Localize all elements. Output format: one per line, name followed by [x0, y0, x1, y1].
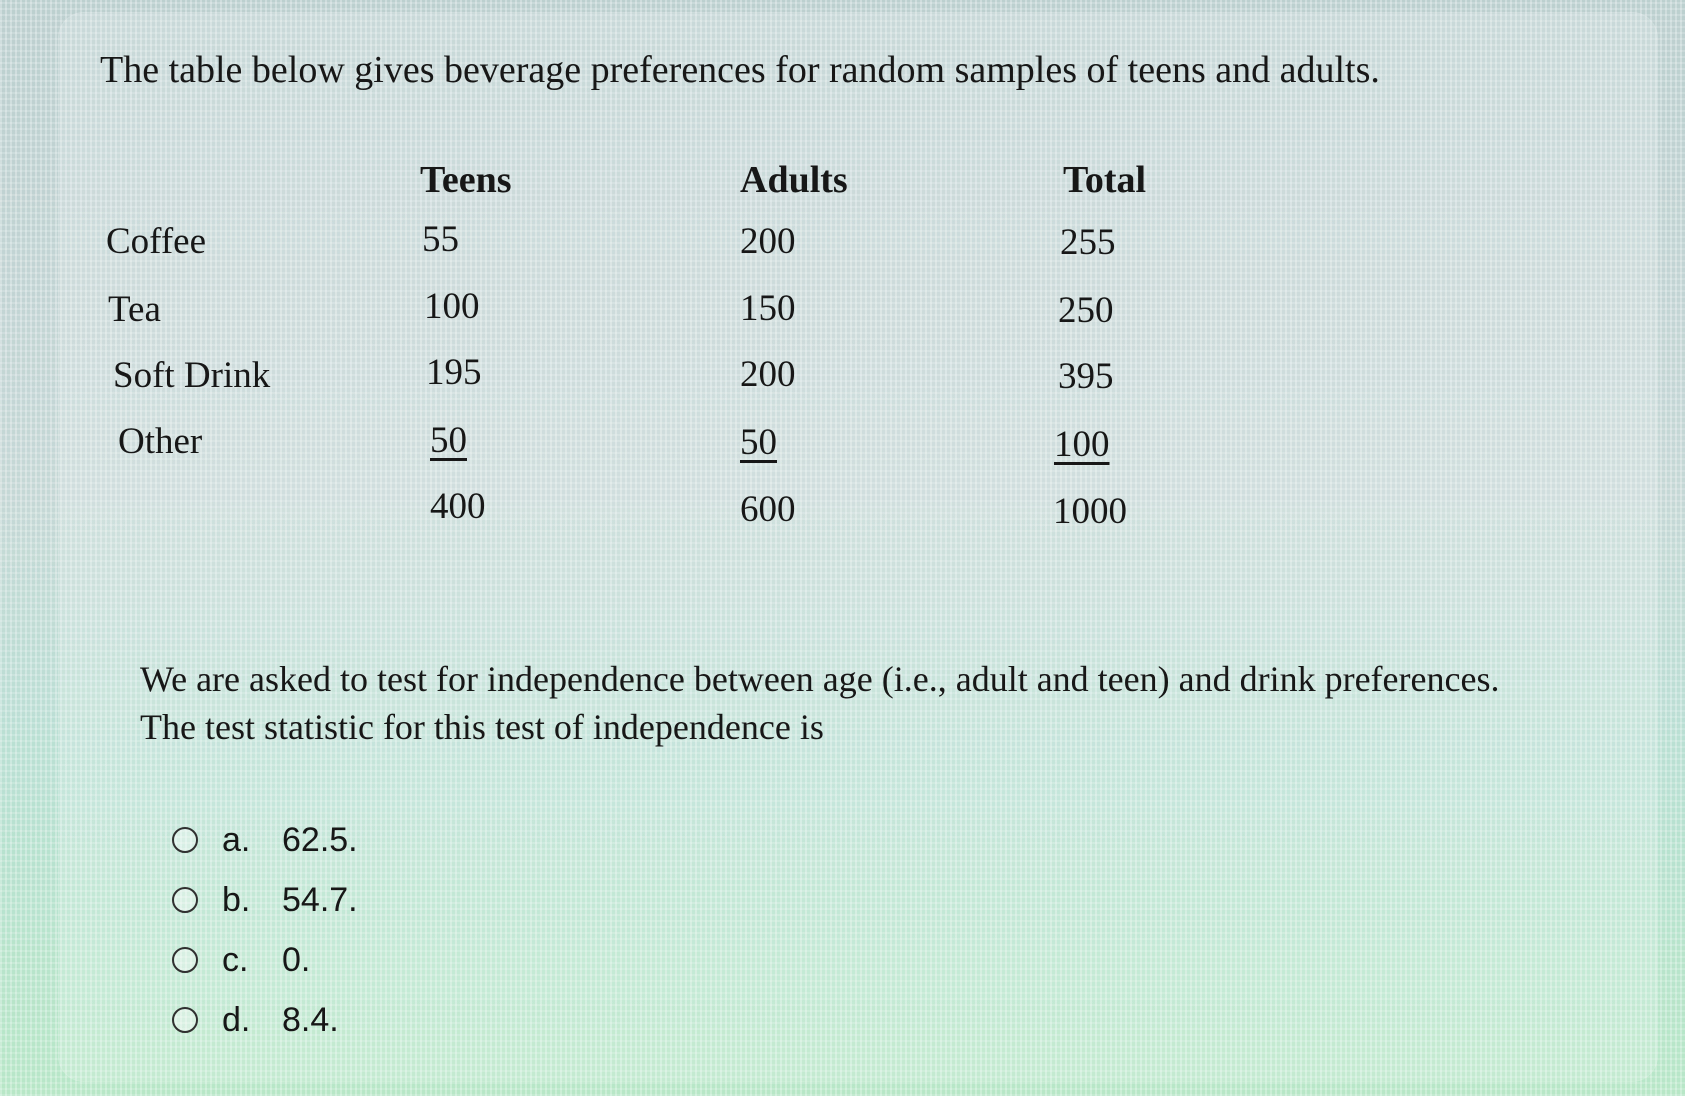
row-label-soft-drink: Soft Drink — [113, 355, 271, 396]
choice-letter-d: d. — [222, 1000, 251, 1039]
row-label-other: Other — [118, 421, 203, 462]
cell-other-total: 100 — [1054, 424, 1110, 465]
radio-button-icon[interactable] — [172, 947, 198, 973]
choice-value-b: 54.7. — [282, 880, 358, 919]
column-total-teens: 400 — [430, 486, 486, 527]
cell-other-adults: 50 — [740, 422, 777, 463]
answer-choice-a[interactable] — [172, 810, 358, 870]
cell-coffee-total: 255 — [1060, 222, 1116, 263]
row-label-coffee: Coffee — [106, 221, 206, 262]
table-header-teens: Teens — [420, 159, 512, 201]
cell-coffee-teens: 55 — [422, 219, 459, 260]
cell-soft-drink-teens: 195 — [426, 352, 482, 393]
radio-button-icon[interactable] — [172, 827, 198, 853]
answer-choice-c[interactable] — [172, 930, 358, 990]
table-header-adults: Adults — [740, 159, 848, 201]
choice-letter-c: c. — [222, 940, 249, 979]
choice-value-d: 8.4. — [282, 1000, 339, 1039]
grand-total: 1000 — [1053, 491, 1127, 532]
cell-soft-drink-total: 395 — [1058, 356, 1114, 397]
choice-letter-b: b. — [222, 880, 251, 919]
table-header-total: Total — [1063, 159, 1147, 201]
explanation-line-1: We are asked to test for independence between age (i.e., adult and teen) and drink preferences. — [140, 659, 1500, 699]
choice-value-c: 0. — [282, 940, 311, 979]
choice-letter-a: a. — [222, 820, 251, 859]
cell-tea-total: 250 — [1058, 290, 1114, 331]
answer-choice-b[interactable] — [172, 870, 358, 930]
column-total-adults: 600 — [740, 489, 796, 530]
cell-tea-teens: 100 — [424, 286, 480, 327]
cell-tea-adults: 150 — [740, 288, 796, 329]
answer-choices — [172, 810, 358, 1050]
question-prompt: The table below gives beverage preferences for random samples of teens and adults. — [100, 49, 1380, 91]
explanation-line-2: The test statistic for this test of independence is — [140, 707, 824, 747]
choice-value-a: 62.5. — [282, 820, 358, 859]
answer-choice-d[interactable] — [172, 990, 358, 1050]
cell-other-teens: 50 — [430, 420, 467, 461]
radio-button-icon[interactable] — [172, 1007, 198, 1033]
question-explanation — [140, 655, 1540, 751]
radio-button-icon[interactable] — [172, 887, 198, 913]
cell-soft-drink-adults: 200 — [740, 354, 796, 395]
cell-coffee-adults: 200 — [740, 221, 796, 262]
row-label-tea: Tea — [108, 289, 161, 330]
